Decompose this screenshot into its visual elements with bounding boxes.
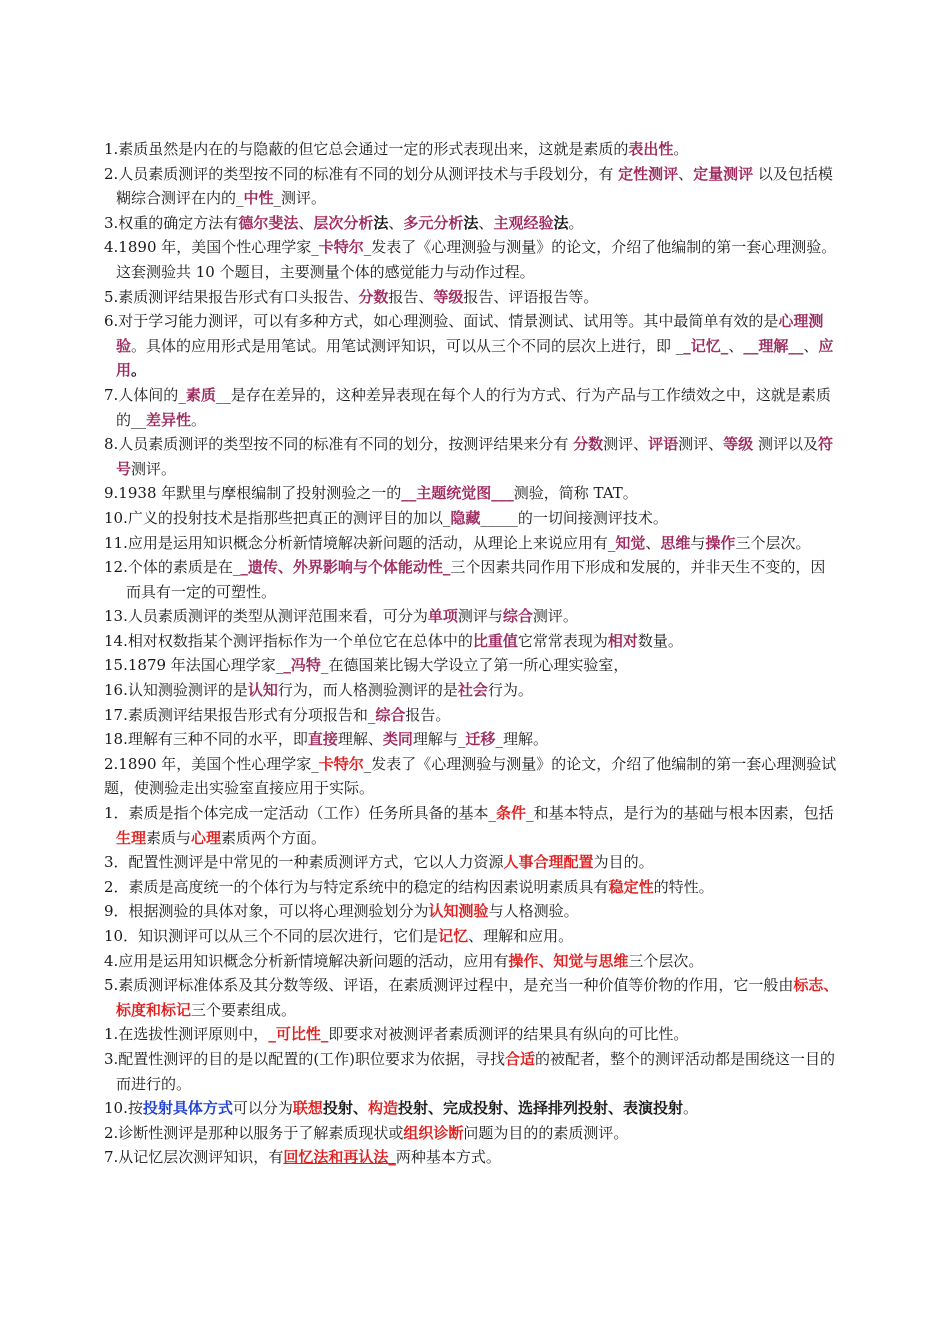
question-item: [104, 1047, 840, 1096]
answer-text: 生理: [116, 828, 147, 847]
question-text: 行为。: [487, 681, 533, 700]
answer-text: 隐藏: [450, 508, 481, 527]
answer-text: 分数: [573, 435, 604, 454]
question-text: 三个层次。: [735, 533, 811, 552]
question-text: 行为，而人格测验测评的是: [277, 681, 458, 700]
question-text: 它常常表现为: [517, 631, 608, 650]
question-item: [104, 801, 840, 850]
question-item: [104, 973, 840, 1022]
question-text: 14.相对权数指某个测评指标作为一个单位它在总体中的: [104, 631, 473, 650]
question-text: 11.应用是运用知识概念分析新情境解决新问题的活动，从理论上来说应用有_: [104, 533, 616, 552]
question-text: 15.1879 年法国心理学家_: [104, 656, 284, 675]
answer-text: 差异性: [146, 410, 192, 429]
question-item: [104, 899, 840, 924]
answer-text: 投射: [322, 1099, 353, 1118]
question-item: [104, 137, 840, 162]
answer-text: 。: [131, 361, 147, 380]
answer-text: 迁移: [465, 730, 496, 749]
question-text: _发表了《心理测验与测量》的论文，介绍了他编制的第一套心理测验试题，使测验走出实验室直接应用于实际。: [104, 754, 837, 798]
question-text: 4.应用是运用知识概念分析新情境解决新问题的活动，应用有: [104, 951, 509, 970]
question-text: 2.诊断性测评是那种以服务于了解素质现状或: [104, 1123, 404, 1142]
question-item: [104, 481, 840, 506]
answer-text: 分数: [358, 287, 389, 306]
answer-text: _可比性_: [268, 1025, 329, 1044]
answer-text: 符号: [116, 435, 833, 478]
question-text: _理解。: [495, 730, 548, 749]
question-text: 测评。: [131, 459, 177, 478]
answer-text: 单项: [427, 607, 458, 626]
question-text: 、: [645, 533, 661, 552]
question-text: 为目的。: [593, 853, 654, 872]
question-text: 、: [728, 336, 744, 355]
answer-text: 心理: [191, 828, 222, 847]
question-item: [104, 727, 840, 752]
question-text: 2.1890 年，美国个性心理学家_: [104, 754, 319, 773]
answer-text: 等级: [433, 287, 464, 306]
question-text: 1．素质是指个体完成一定活动（工作）任务所具备的基本_: [104, 804, 497, 823]
answer-text: 投射、完成投射、选择排列投射、表演投射: [397, 1099, 683, 1118]
question-text: 测验，简称 TAT。: [513, 484, 638, 503]
answer-text: 回忆法和再认法_: [283, 1148, 396, 1167]
question-text: _在德国莱比锡大学设立了第一所心理实验室，: [320, 656, 629, 675]
question-text: 即要求对被测评者素质测评的结果具有纵向的可比性。: [328, 1025, 689, 1044]
question-text: 问题为目的的素质测评。: [463, 1123, 629, 1142]
answer-text: 应用: [116, 336, 834, 380]
question-item: [104, 703, 840, 728]
answer-text: 类同: [382, 730, 413, 749]
question-item: [104, 752, 840, 801]
question-text: 5.素质测评结果报告形式有口头报告、: [104, 287, 359, 306]
question-item: [104, 235, 840, 284]
question-text: 可以分为: [232, 1099, 293, 1118]
question-text: _发表了《心理测验与测量》的论文，介绍了他编制的第一套心理测验。这套测验共 10 个题目，主要测量个体的感觉能力与动作过程。: [116, 238, 837, 281]
question-text: 18.理解有三种不同的水平，即: [104, 730, 308, 749]
question-item: [104, 629, 840, 654]
question-text: 3．配置性测评是中常见的一种素质测评方式，它以人力资源: [104, 853, 504, 872]
answer-text: 组织诊断: [403, 1123, 464, 1142]
question-text: 报告、: [388, 287, 434, 306]
question-item: [104, 850, 840, 875]
question-text: 、: [803, 336, 819, 355]
answer-text: 操作: [705, 533, 736, 552]
question-item: [104, 1145, 840, 1170]
question-text: 7.从记忆层次测评知识，有: [104, 1148, 284, 1167]
question-text: 1.素质虽然是内在的与隐蔽的但它总会通过一定的形式表现出来，这就是素质的: [104, 140, 629, 158]
question-text: 。: [682, 1099, 698, 1118]
question-item: [104, 383, 840, 432]
question-item: [104, 949, 840, 974]
question-item: [104, 162, 840, 211]
question-text: 12.个体的素质是在_: [104, 558, 241, 577]
question-text: 与: [690, 533, 706, 552]
question-item: [104, 285, 840, 310]
question-text: 理解、: [337, 730, 383, 749]
question-text: __是存在差异的，这种差异表现在每个人的行为方式、行为产品与工作绩效之中，这就是素质的__: [116, 385, 831, 429]
answer-text: 等级: [723, 435, 754, 454]
answer-text: 德尔斐法: [238, 213, 299, 232]
answer-text: 中性: [243, 189, 274, 208]
question-text: 三个要素组成。: [191, 1000, 297, 1019]
answer-text: __理解__: [743, 336, 804, 355]
answer-text: _冯特: [283, 656, 321, 675]
question-item: [104, 555, 840, 604]
answer-text: 定性测评: [618, 164, 679, 183]
answer-text: 记忆: [438, 927, 469, 945]
question-text: 10.按: [104, 1099, 143, 1118]
document-body: [104, 137, 840, 1170]
answer-text: 合适: [505, 1049, 536, 1068]
question-text: 。: [568, 213, 584, 232]
question-text: 1.在选拔性测评原则中，: [104, 1025, 269, 1044]
question-text: 、: [478, 213, 494, 232]
question-text: 16.认知测验测评的是: [104, 681, 248, 700]
question-text: 测评、: [678, 435, 724, 454]
question-item: [104, 1096, 840, 1121]
question-text: 5.素质测评标准体系及其分数等级、评语，在素质测评过程中，是充当一种价值等价物的作用，它一般由: [104, 976, 794, 995]
question-text: 报告、评语报告等。: [463, 287, 599, 306]
answer-text: 知觉: [615, 533, 646, 552]
answer-text: _记忆_: [683, 336, 729, 355]
question-item: [104, 1121, 840, 1146]
question-text: 10．知识测评可以从三个不同的层次进行，它们是: [104, 927, 439, 945]
answer-text: 联想: [292, 1099, 323, 1118]
question-text: 。: [673, 140, 689, 158]
answer-text: 思维: [660, 533, 691, 552]
question-text: 8.人员素质测评的类型按不同的标准有不同的划分，按测评结果来分有: [104, 435, 574, 454]
answer-text: 法: [463, 213, 479, 232]
answer-text: __主题统觉图___: [401, 484, 514, 503]
answer-text: 社会: [457, 681, 488, 700]
question-text: 。: [191, 410, 207, 429]
answer-text: 标志、标度和标记: [116, 976, 839, 1019]
question-text: 两种基本方式。: [395, 1148, 501, 1167]
question-text: 6.对于学习能力测评，可以有多种方式，如心理测验、面试、情景测试、试用等。其中最简单有效的是: [104, 312, 779, 331]
question-text: 以及包括模糊综合测评在内的_: [116, 164, 833, 208]
question-text: _测评。: [273, 189, 327, 208]
answer-text: 综合: [502, 607, 533, 626]
question-text: 4.1890 年，美国个性心理学家_: [104, 238, 319, 257]
question-text: _和基本特点，是行为的基础与根本因素，包括: [526, 804, 834, 823]
question-text: 数量。: [637, 631, 683, 650]
question-text: 的被配者，整个的测评活动都是围绕这一目的而进行的。: [116, 1049, 836, 1093]
answer-text: 人事合理配置: [503, 853, 594, 872]
answer-text: 综合: [375, 705, 406, 724]
question-text: 3.配置性测评的目的是以配置的(工作)职位要求为依据，寻找: [104, 1049, 506, 1068]
answer-text: 心理测验: [116, 312, 824, 355]
question-text: 与人格测验。: [488, 902, 579, 921]
answer-text: 相对: [607, 631, 638, 650]
answer-text: 法: [553, 213, 569, 232]
question-item: [104, 875, 840, 900]
question-text: 9．根据测验的具体对象，可以将心理测验划分为: [104, 902, 429, 921]
answer-text: 表出性: [628, 140, 674, 158]
question-text: 2.人员素质测评的类型按不同的标准有不同的划分从测评技术与手段划分，有: [104, 164, 619, 183]
answer-text: _遗传、外界影响与个体能动性_: [240, 558, 451, 577]
answer-text: 认知测验: [428, 902, 489, 921]
question-item: [104, 531, 840, 556]
question-text: 素质与: [146, 828, 192, 847]
answer-text: 认知: [247, 681, 278, 700]
question-text: 。具体的应用形式是用笔试。用笔试测评知识，可以从三个不同的层次上进行，即 _: [131, 336, 684, 355]
answer-text: 多元分析: [403, 213, 464, 232]
answer-text: 操作、知觉与思维: [508, 951, 629, 970]
question-text: 17.素质测评结果报告形式有分项报告和_: [104, 705, 376, 724]
question-text: 三个因素共同作用下形成和发展的，并非天生不变的，因而具有一定的可塑性。: [126, 558, 826, 601]
question-text: 3.权重的确定方法有: [104, 213, 239, 232]
question-item: [104, 309, 840, 383]
question-text: 报告。: [405, 705, 451, 724]
question-text: 、: [678, 164, 694, 183]
question-text: 9.1938 年默里与摩根编制了投射测验之一的: [104, 484, 402, 503]
answer-text: 评语: [648, 435, 679, 454]
question-item: [104, 678, 840, 703]
answer-text: 卡特尔: [318, 754, 364, 773]
answer-text: 条件: [496, 804, 527, 823]
question-item: [104, 604, 840, 629]
question-text: 测评与: [457, 607, 503, 626]
question-text: 测评、: [603, 435, 649, 454]
question-item: [104, 432, 840, 481]
answer-text: 构造: [367, 1099, 398, 1118]
question-text: 测评。: [532, 607, 578, 626]
answer-text: 卡特尔: [318, 238, 364, 257]
question-text: _____的一切间接测评技术。: [480, 508, 668, 527]
question-text: 三个层次。: [628, 951, 704, 970]
answer-text: 定量测评: [693, 164, 754, 183]
answer-text: 主观经验: [493, 213, 554, 232]
question-text: 、理解和应用。: [468, 927, 574, 945]
question-text: 的特性。: [653, 877, 714, 896]
question-text: 素质两个方面。: [221, 828, 327, 847]
question-text: 、: [298, 213, 314, 232]
question-item: [104, 653, 840, 678]
answer-text: 层次分析: [313, 213, 374, 232]
answer-text: 、: [352, 1099, 368, 1118]
answer-text: 法: [373, 213, 389, 232]
question-text: 10.广义的投射技术是指那些把真正的测评目的加以_: [104, 508, 451, 527]
answer-text: 比重值: [472, 631, 518, 650]
answer-text: 稳定性: [608, 877, 654, 896]
question-text: 、: [388, 213, 404, 232]
answer-text: 直接: [307, 730, 338, 749]
question-text: 2．素质是高度统一的个体行为与特定系统中的稳定的结构因素说明素质具有: [104, 877, 609, 896]
question-item: [104, 1022, 840, 1047]
question-item: [104, 924, 840, 949]
answer-text: 素质: [185, 385, 216, 404]
question-text: 7.人体间的_: [104, 385, 186, 404]
question-text: 理解与_: [412, 730, 466, 749]
answer-text: 投射具体方式: [142, 1099, 233, 1118]
question-item: [104, 211, 840, 236]
question-text: 测评以及: [753, 435, 818, 454]
question-text: 13.人员素质测评的类型从测评范围来看，可分为: [104, 607, 428, 626]
question-item: [104, 506, 840, 531]
